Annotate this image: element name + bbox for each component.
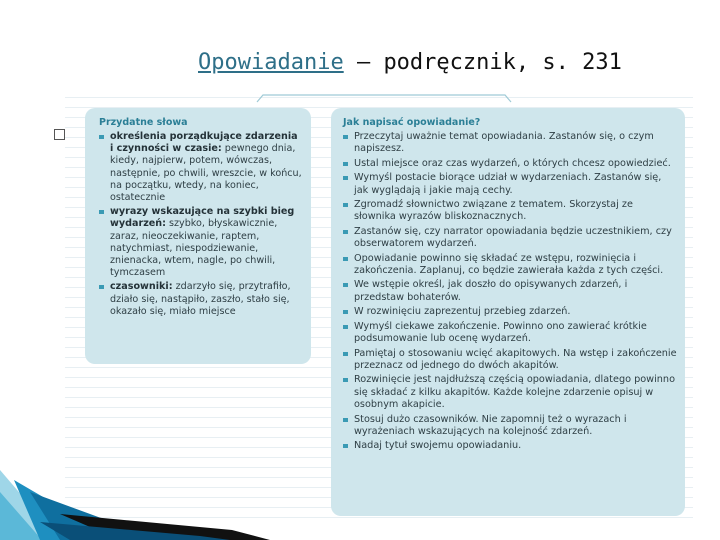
list-item: Wymyśl ciekawe zakończenie. Powinno ono zawierać krótkie podsumowanie lub ocenę wydarzeń. [343, 321, 677, 346]
list-item: Zgromadź słownictwo związane z tematem. Skorzystaj ze słownika wyrazów bliskoznacznych. [343, 199, 677, 224]
list-item: Przeczytaj uważnie temat opowiadania. Zastanów się, o czym napiszesz. [343, 131, 677, 156]
corner-decoration-icon [0, 430, 270, 540]
list-item: Nadaj tytuł swojemu opowiadaniu. [343, 440, 677, 452]
list-item: Pamiętaj o stosowaniu wcięć akapitowych. Na wstęp i zakończenie przeznacz od jednego do dwóch akapitów. [343, 348, 677, 373]
title-highlight: Opowiadanie [198, 50, 344, 75]
useful-words-heading: Przydatne słowa [99, 117, 188, 128]
list-item: Rozwinięcie jest najdłuższą częścią opowiadania, dlatego powinno się składać z kilku akapitów. Każde kolejne zdarzenie opisuj w osobnym akapicie. [343, 374, 677, 411]
list-item: Stosuj dużo czasowników. Nie zapomnij też o wyrazach i wyrażeniach wskazujących na kolejność zdarzeń. [343, 414, 677, 439]
title-rest: – podręcznik, s. 231 [343, 50, 622, 75]
list-item: Zastanów się, czy narrator opowiadania będzie uczestnikiem, czy obserwatorem wydarzeń. [343, 226, 677, 251]
list-item-term: czasowniki: [110, 281, 173, 293]
list-item: We wstępie określ, jak doszło do opisywanych zdarzeń, i przedstaw bohaterów. [343, 279, 677, 304]
list-item: Wymyśl postacie biorące udział w wydarzeniach. Zastanów się, jak wyglądają i jakie mają cechy. [343, 172, 677, 197]
list-item [99, 281, 303, 318]
slide-title [198, 50, 622, 75]
how-to-write-list [343, 131, 677, 453]
list-item-text: szybko, błyskawicznie, zaraz, nieoczekiwanie, raptem, natychmiast, niespodziewanie, znienacka, wtem, nagle, po chwili, tymczasem [110, 218, 278, 279]
list-item-term: określenia porządkujące zdarzenia i czynności w czasie: [110, 131, 298, 155]
how-to-write-box [331, 108, 685, 516]
slide-bullet-icon [54, 129, 65, 140]
useful-words-box [85, 108, 311, 364]
list-item-term: wyrazy wskazujące na szybki bieg wydarzeń: [110, 206, 295, 230]
how-to-write-heading: Jak napisać opowiadanie? [343, 117, 481, 128]
list-item [99, 206, 303, 279]
list-item: W rozwinięciu zaprezentuj przebieg zdarzeń. [343, 306, 677, 318]
list-item [99, 131, 303, 204]
list-item: Ustal miejsce oraz czas wydarzeń, o których chcesz opowiedzieć. [343, 158, 677, 170]
list-item: Opowiadanie powinno się składać ze wstępu, rozwinięcia i zakończenia. Zaplanuj, co będzie zawierała każda z tych części. [343, 253, 677, 278]
useful-words-list [99, 131, 303, 318]
list-item-text: zdarzyło się, przytrafiło, działo się, nastąpiło, zaszło, stało się, okazało się, miało miejsce [110, 281, 291, 317]
list-item-text: pewnego dnia, kiedy, najpierw, potem, wówczas, następnie, po chwili, wreszcie, w końcu, na początku, wtedy, na koniec, ostatecznie [110, 143, 302, 204]
